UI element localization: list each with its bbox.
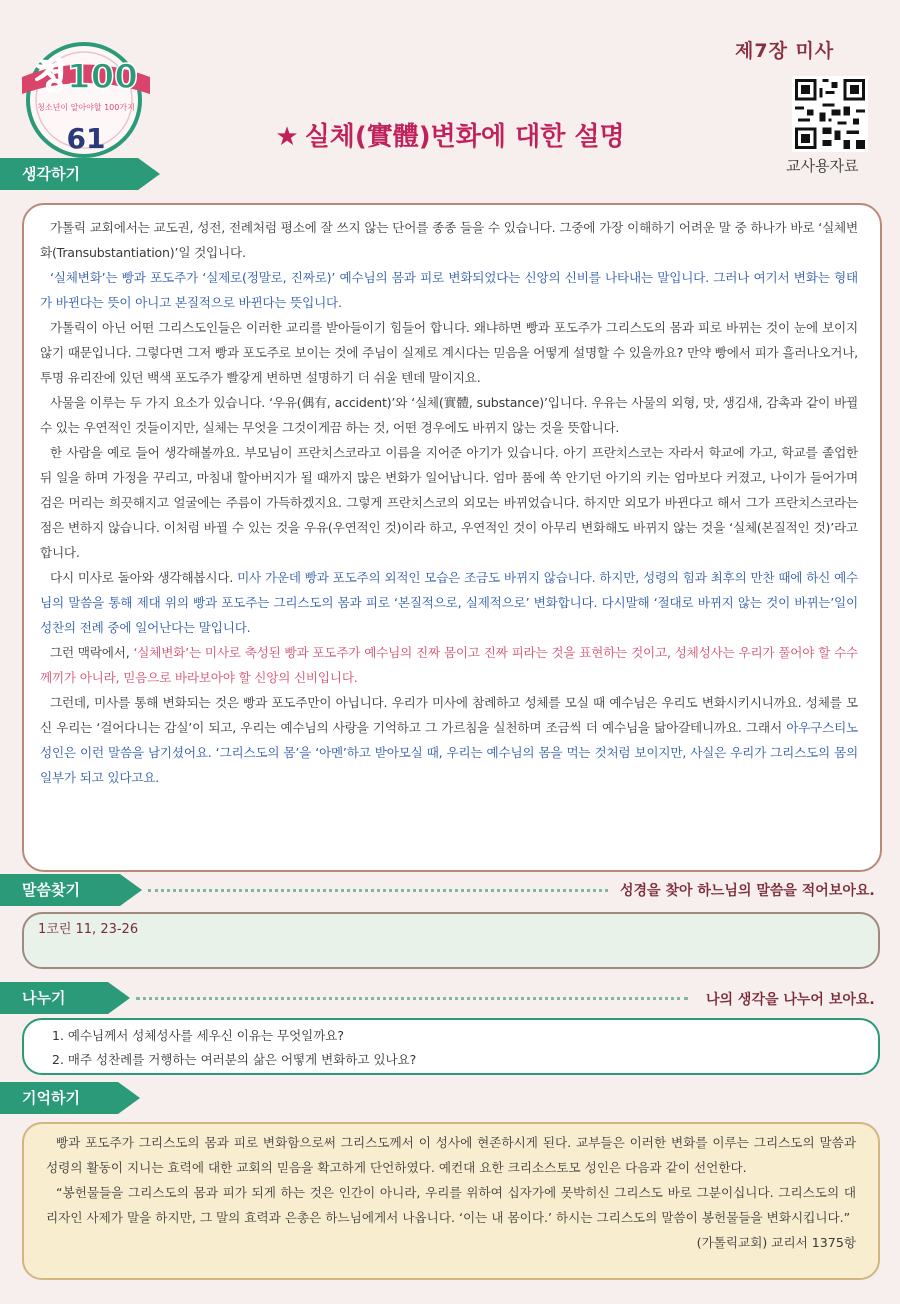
page-title-text: 실체(實體)변화에 대한 설명 <box>304 122 625 152</box>
star-icon: ★ <box>275 122 299 152</box>
catechism-paragraph: “봉헌물들을 그리스도의 몸과 피가 되게 하는 것은 인간이 아니라, 우리를 위하여 십자가에 못박히신 그리스도 바로 그분이십니다. 그리스도의 대리자인 사제가 말을 하지만, 그 말의 효력과 은총은 하느님에게서 나옵니다. ‘이는 내 몸이다.’ 하시는 그리스도의 말씀이 봉헌물들을 변화시킵니다.” <box>46 1185 856 1225</box>
passage-paragraph: 가톨릭이 아닌 어떤 그리스도인들은 이러한 교리를 받아들이기 힘들어 합니다. 왜냐하면 빵과 포도주가 그리스도의 몸과 피로 바뀌는 것이 눈에 보이지 않기 때문입니다. 그렇다면 그저 빵과 포도주로 보이는 것에 주님이 실제로 계시다는 믿음을 어떻게 설명할 수 있을까요? 만약 빵에서 피가 흘러나오거나, 투명 유리잔에 있던 백색 포도주가 빨갛게 변하면 설명하기 더 쉬울 텐데 말이지요. <box>40 320 858 385</box>
logo-sub-text: 청소년이 알아야할 100가지 <box>37 103 135 112</box>
reading-passage <box>22 203 882 872</box>
word-section-hint: 성경을 찾아 하느님의 말씀을 적어보아요. <box>620 883 875 899</box>
chapter-label: 제7장 미사 <box>735 40 835 62</box>
section-tab-share: 나누기 <box>0 982 108 1014</box>
passage-paragraph: 사물을 이루는 두 가지 요소가 있습니다. ‘우유(偶有, accident)’와 ‘실체(實體, substance)’입니다. 우유는 사물의 외형, 맛, 생김새, 감촉과 같이 바뀔 수 있는 우연적인 것들이지만, 실체는 무엇을 그것이게끔 하는 것, 어떤 경우에도 바뀌지 않는 것을 뜻합니다. <box>40 395 858 435</box>
dotted-divider <box>136 997 688 1000</box>
passage-paragraph: 그런 맥락에서, ‘실체변화’는 미사로 축성된 빵과 포도주가 예수님의 진짜 몸이고 진짜 피라는 것을 표현하는 것이고, 성체성사는 우리가 풀어야 할 수수께끼가 아니라, 믿음으로 바라보아야 할 신앙의 신비입니다. <box>40 645 858 685</box>
section-tab-word: 말씀찾기 <box>0 874 120 906</box>
question-item: 2. 매주 성찬례를 거행하는 여러분의 삶은 어떻게 변화하고 있나요? <box>52 1052 417 1067</box>
share-section-hint: 나의 생각을 나누어 보아요. <box>706 992 875 1008</box>
section-tab-think: 생각하기 <box>0 158 138 190</box>
section-tab-remember: 기억하기 <box>0 1082 118 1114</box>
catechism-source: (가톨릭교회) 교리서 1375항 <box>696 1235 856 1250</box>
logo-number: 61 <box>66 122 106 155</box>
catechism-quote-box <box>22 1122 880 1280</box>
discussion-questions-box <box>22 1018 880 1075</box>
page-title <box>0 116 900 153</box>
passage-paragraph: ‘실체변화’는 빵과 포도주가 ‘실제로(정말로, 진짜로)’ 예수님의 몸과 피로 변화되었다는 신앙의 신비를 나타내는 말입니다. 그러나 여기서 변화는 형태가 바뀐다는 뜻이 아니고 본질적으로 바뀐다는 뜻입니다. <box>40 270 858 310</box>
catechism-paragraph: 빵과 포도주가 그리스도의 몸과 피로 변화함으로써 그리스도께서 이 성사에 현존하시게 된다. 교부들은 이러한 변화를 이루는 그리스도의 말씀과 성령의 활동이 지니는 효력에 대한 교회의 믿음을 확고하게 단언하였다. 예컨대 요한 크리소스토모 성인은 다음과 같이 선언한다. <box>46 1135 856 1175</box>
teacher-material-label: 교사용자료 <box>786 157 859 175</box>
question-item: 1. 예수님께서 성체성사를 세우신 이유는 무엇일까요? <box>52 1028 345 1043</box>
passage-paragraph: 가톨릭 교회에서는 교도권, 성전, 전례처럼 평소에 잘 쓰지 않는 단어를 종종 들을 수 있습니다. 그중에 가장 이해하기 어려운 말 중 하나가 바로 ‘실체변화(Transubstantiation)’일 것입니다. <box>40 220 858 260</box>
passage-paragraph: 한 사람을 예로 들어 생각해볼까요. 부모님이 프란치스코라고 이름을 지어준 아기가 있습니다. 아기 프란치스코는 자라서 학교에 가고, 학교를 졸업한 뒤 일을 하며 가정을 꾸리고, 마침내 할아버지가 될 때까지 많은 변화가 일어납니다. 엄마 품에 쏙 안기던 아기의 키는 엄마보다 커졌고, 나이가 들어가며 검은 머리는 희끗해지고 얼굴에는 주름이 가득하겠지요. 그렇게 프란치스코의 외모는 바뀌었습니다. 하지만 외모가 바뀐다고 해서 그가 프란치스코라는 점은 변하지 않습니다. 이처럼 바뀔 수 있는 것을 우유(우연적인 것)이라 하고, 우연적인 것이 아무리 변화해도 바뀌지 않는 것을 ‘실체(본질적인 것)’라고 합니다. <box>40 445 858 560</box>
dotted-divider <box>148 889 608 892</box>
scripture-reference: 1코린 11, 23-26 <box>38 922 139 937</box>
logo-main-text: 청100 <box>34 57 138 97</box>
passage-paragraph: 다시 미사로 돌아와 생각해봅시다. 미사 가운데 빵과 포도주의 외적인 모습은 조금도 바뀌지 않습니다. 하지만, 성령의 힘과 최후의 만찬 때에 하신 예수님의 말씀을 통해 제대 위의 빵과 포도주는 그리스도의 몸과 피로 ‘본질적으로, 실제적으로’ 변화합니다. 다시말해 ‘절대로 바뀌지 않는 것이 바뀌는’일이 성찬의 전례 중에 일어난다는 말입니다. <box>40 570 858 635</box>
passage-paragraph: 그런데, 미사를 통해 변화되는 것은 빵과 포도주만이 아닙니다. 우리가 미사에 참례하고 성체를 모실 때 예수님은 우리도 변화시키시니까요. 성체를 모신 우리는 ‘걸어다니는 감실’이 되고, 우리는 예수님의 사랑을 기억하고 그 가르침을 실천하며 조금씩 더 예수님을 닮아갈테니까요. 그래서 아우구스티노 성인은 이런 말씀을 남기셨어요. ‘그리스도의 몸’을 ‘아멘’하고 받아모실 때, 우리는 예수님의 몸을 먹는 것처럼 보이지만, 사실은 우리가 그리스도의 몸의 일부가 되고 있다고요. <box>40 695 858 785</box>
scripture-reference-box[interactable] <box>22 912 880 969</box>
